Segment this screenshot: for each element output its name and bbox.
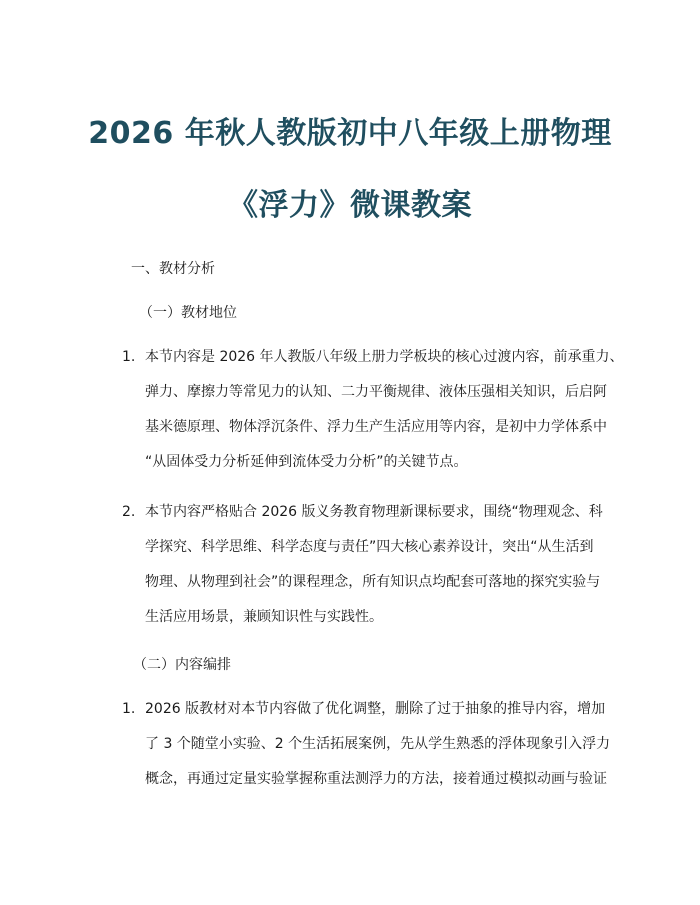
paragraph-line: 2026 版教材对本节内容做了优化调整，删除了过于抽象的推导内容，增加: [145, 701, 606, 717]
title-line-1: 2026 年秋人教版初中八年级上册物理: [88, 116, 612, 151]
list-item-number: 2.: [122, 504, 136, 520]
list-item-number: 1.: [122, 701, 136, 717]
paragraph-line: 概念，再通过定量实验掌握称重法测浮力的方法，接着通过模拟动画与验证: [145, 771, 607, 787]
section-heading: 一、教材分析: [131, 261, 215, 277]
paragraph-line: 基米德原理、物体浮沉条件、浮力生产生活应用等内容，是初中力学体系中: [145, 419, 607, 435]
paragraph-line: 了 3 个随堂小实验、2 个生活拓展案例，先从学生熟悉的浮体现象引入浮力: [145, 736, 611, 752]
paragraph-line: 本节内容严格贴合 2026 版义务教育物理新课标要求，围绕“物理观念、科: [145, 504, 603, 520]
paragraph-line: “从固体受力分析延伸到流体受力分析”的关键节点。: [145, 454, 468, 470]
paragraph-line: 弹力、摩擦力等常见力的认知、二力平衡规律、液体压强相关知识，后启阿: [145, 384, 607, 400]
title-line-2: 《浮力》微课教案: [228, 188, 472, 223]
subsection-heading: （二）内容编排: [133, 657, 231, 673]
paragraph-line: 生活应用场景，兼顾知识性与实践性。: [145, 609, 383, 625]
paragraph-line: 学探究、科学思维、科学态度与责任”四大核心素养设计，突出“从生活到: [145, 539, 594, 555]
paragraph-line: 物理、从物理到社会”的课程理念，所有知识点均配套可落地的探究实验与: [145, 574, 601, 590]
subsection-heading: （一）教材地位: [139, 305, 237, 321]
list-item-number: 1.: [122, 349, 136, 365]
paragraph-line: 本节内容是 2026 年人教版八年级上册力学板块的核心过渡内容，前承重力、: [145, 349, 624, 365]
